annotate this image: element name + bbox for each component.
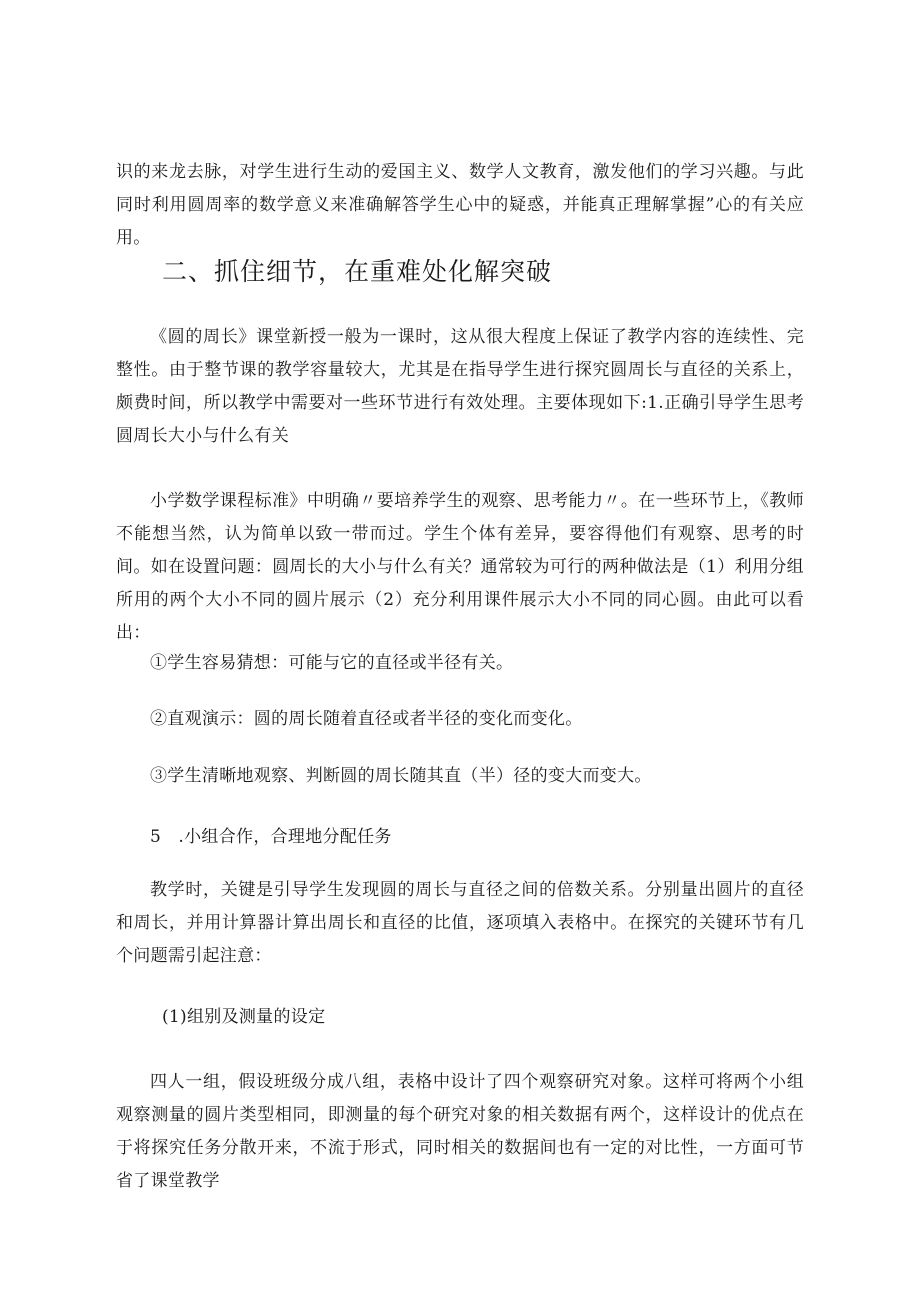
paragraph-curriculum-standard: 小学数学课程标准》中明确〃要培养学生的观察、思考能力〃。在一些环节上，《教师不能想当然，认为简单以致一带而过。学生个体有差异，要容得他们有观察、思考的时间。如在设置问题：圆周长的大小与什么有关？通常较为可行的两种做法是（1）利用分组所用的两个大小不同的圆片展示（2）充分利用课件展示大小不同的同心圆。由此可以看出： bbox=[116, 491, 804, 643]
paragraph-intro-continued: 识的来龙去脉，对学生进行生动的爱国主义、数学人文教育，激发他们的学习兴趣。与此同时利用圆周率的数学意义来准确解答学生心中的疑惑，并能真正理解掌握”心的有关应用。 bbox=[116, 162, 804, 248]
numbered-subheading-group-work: 5 .小组合作，合理地分配任务 bbox=[150, 827, 392, 847]
paragraph-lesson-overview: 《圆的周长》课堂新授一般为一课时，这从很大程度上保证了教学内容的连续性、完整性。由于整节课的教学容量较大，尤其是在指导学生进行探究圆周长与直径的关系上，颇费时间，所以教学中需要对一些环节进行有效处理。主要体现如下:1.正确引导学生思考圆周长大小与什么有关 bbox=[116, 327, 804, 446]
section-heading: 二、抓住细节，在重难处化解突破 bbox=[162, 257, 553, 286]
list-item-observe: ③学生清晰地观察、判断圆的周长随其直（半）径的变大而变大。 bbox=[150, 766, 652, 786]
list-item-demo: ②直观演示：圆的周长随着直径或者半径的变化而变化。 bbox=[150, 709, 583, 729]
paragraph-teaching-key: 教学时，关键是引导学生发现圆的周长与直径之间的倍数关系。分别量出圆片的直径和周长，并用计算器计算出周长和直径的比值，逐项填入表格中。在探究的关键环节有几个问题需引起注意： bbox=[116, 880, 804, 966]
sub-heading-group-measure: (1)组别及测量的设定 bbox=[162, 1007, 326, 1027]
paragraph-group-setup: 四人一组，假设班级分成八组，表格中设计了四个观察研究对象。这样可将两个小组观察测量的圆片类型相同，即测量的每个研究对象的相关数据有两个，这样设计的优点在于将探究任务分散开来，不流于形式，同时相关的数据间也有一定的对比性，一方面可节省了课堂教学 bbox=[116, 1072, 804, 1191]
list-item-guess: ①学生容易猜想：可能与它的直径或半径有关。 bbox=[150, 653, 514, 673]
